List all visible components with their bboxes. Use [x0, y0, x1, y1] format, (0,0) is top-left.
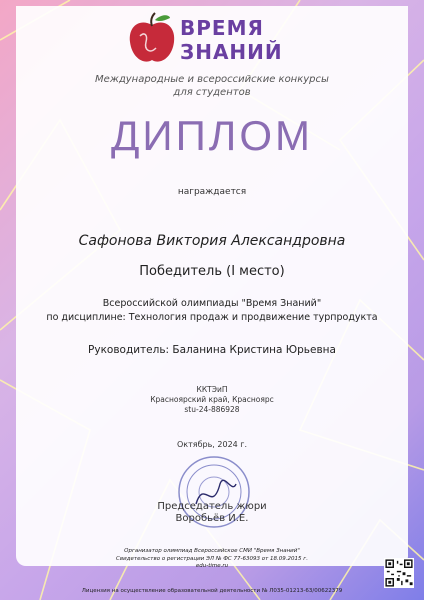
footer-registration: Свидетельство о регистрации ЭЛ № ФС 77-63093 от 18.09.2015 г. — [116, 555, 308, 562]
brand-name-line1: ВРЕМЯ — [180, 16, 264, 40]
diploma-code: stu-24-886928 — [184, 405, 240, 414]
brand-tagline-line2: для студентов — [173, 87, 251, 98]
discipline-name: по дисциплине: Технология продаж и продвижение турпродукта — [46, 312, 378, 323]
olympiad-name: Всероссийской олимпиады "Время Знаний" — [102, 298, 322, 309]
diploma-title: ДИПЛОМ — [110, 112, 314, 159]
chairman-role: Председатель жюри — [157, 501, 267, 512]
brand-tagline-line1: Международные и всероссийские конкурсы — [95, 74, 329, 85]
brand-name-line2: ЗНАНИЙ — [180, 40, 283, 64]
organization-info — [0, 385, 424, 415]
organization-name: ККТЭиП — [196, 385, 228, 394]
award-place: Победитель (I место) — [139, 264, 285, 279]
supervisor: Руководитель: Баланина Кристина Юрьевна — [88, 344, 336, 356]
apple-icon — [126, 12, 178, 66]
license-info: Лицензия на осуществление образовательной деятельности № Л035-01213-63/00622379 — [81, 588, 343, 594]
jury-chairman — [0, 501, 424, 525]
recipient-name: Сафонова Виктория Александровна — [78, 233, 346, 249]
issue-date: Октябрь, 2024 г. — [176, 440, 248, 449]
footer-website: edu-time.ru — [195, 563, 229, 569]
chairman-name: Воробьёв И.Е. — [175, 513, 249, 524]
qr-code-icon — [384, 558, 414, 588]
awarded-label: награждается — [177, 187, 247, 197]
brand-logo — [126, 12, 296, 68]
footer-info — [0, 548, 424, 571]
organization-region: Красноярский край, Красноярс — [150, 395, 274, 404]
footer-organizer: Организатор олимпиад Всероссийское СМИ "Время Знаний" — [124, 548, 300, 554]
olympiad-info — [0, 297, 424, 325]
